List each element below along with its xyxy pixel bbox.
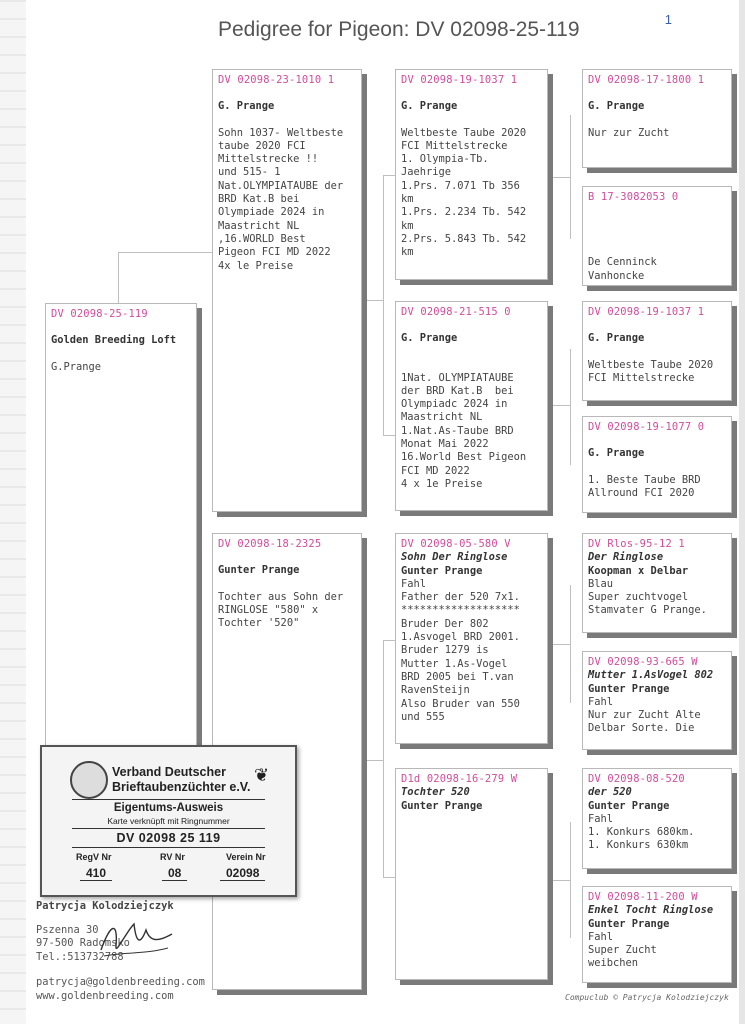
breeder-phone: Tel.:513732788 [36,950,124,963]
breeder-email[interactable]: patrycja@goldenbreeding.com [36,976,205,988]
connector-line [118,252,212,253]
connector-line [570,115,571,239]
great-grandparent-card [582,768,732,869]
bird-notes: 1. Beste Taube BRD Allround FCI 2020 [588,473,701,499]
bird-notes: De Cenninck Vanhoncke [588,256,657,282]
divider [72,828,265,829]
breeder-street: Pszenna 30 [36,923,99,936]
breeder-website[interactable]: www.goldenbreeding.com [36,989,174,1002]
scan-edge-left [0,0,26,1024]
owner-name: Golden Breeding Loft [51,334,177,347]
connector-line [553,405,570,406]
connector-line [570,585,571,703]
bird-notes: Fahl 1. Konkurs 680km. 1. Konkurs 630km [588,812,695,852]
great-grandparent-card [582,533,732,633]
sire-card [212,69,362,512]
bird-notes: Weltbeste Taube 2020 FCI Mittelstrecke [588,358,714,384]
org-name-line1: Verband Deutscher [112,765,226,779]
ring-number: DV 02098-19-1077 0 [588,421,705,433]
connector-line [553,880,570,881]
regv-label: RegV Nr [76,852,112,862]
connector-line [570,349,571,465]
ring-number: DV 02098-17-1800 1 [588,74,705,86]
bird-notes: Fahl Super Zucht weibchen [588,930,657,970]
subject-card [45,303,197,748]
ring-number: DV 02098-08-520 [588,773,685,785]
bird-notes: Blau Super zuchtvogel Stamvater G Prange. [588,577,707,617]
owner-name: Gunter Prange [218,564,300,577]
owner-name: G. Prange [401,100,458,113]
software-credit: Compuclub © Patrycja Kolodziejczyk [565,993,729,1002]
connector-line [383,640,384,877]
card-ring-number: DV 02098 25 119 [116,831,221,845]
breeder-name: Patrycja Kolodziejczyk [36,900,174,912]
connector-line [570,822,571,938]
regv-value: 410 [80,866,112,881]
breeder-contact [36,976,205,1003]
grandparent-card [395,301,548,511]
bird-notes: G.Prange [51,360,102,373]
owner-name: G. Prange [401,332,458,345]
signature-icon [96,912,176,962]
great-grandparent-card [582,416,732,513]
ring-number: DV 02098-23-1010 1 [218,74,335,86]
owner-name: G. Prange [588,100,645,113]
divider [72,799,265,800]
card-subtitle: Karte verknüpft mit Ringnummer [107,816,230,826]
owner-name: G. Prange [588,447,645,460]
connector-line [553,644,570,645]
connector-line [118,252,119,304]
divider [72,847,265,848]
bird-title: Enkel Tocht Ringlose [588,904,714,917]
org-name-line2: Brieftaubenzüchter e.V. [112,780,251,794]
verein-label: Verein Nr [226,852,266,862]
grandparent-card [395,768,548,980]
bird-title: der 520 [588,786,632,799]
ring-number: DV 02098-18-2325 [218,538,322,550]
rv-value: 08 [162,866,187,881]
ring-number: DV 02098-21-515 0 [401,306,511,318]
page-title [218,12,672,48]
owner-name: Koopman x Delbar [588,564,689,577]
owner-name: Gunter Prange [401,799,483,812]
ring-number: DV 02098-05-580 V [401,538,511,550]
ring-number: D1d 02098-16-279 W [401,773,518,785]
bird-notes: Nur zur Zucht [588,126,670,139]
grandparent-card [395,533,548,744]
ring-number: DV Rlos-95-12 1 [588,538,685,550]
scan-edge-right [739,0,745,1024]
connector-line [367,760,383,761]
bird-notes: 1Nat. OLYMPIATAUBE der BRD Kat.B bei Olympiadc 2024 in Maastricht NL 1.Nat.As-Taube BRD Monat Mai 2022 16.World Best Pigeon FCI MD 2022 4 x 1e Preise [401,371,527,490]
verein-value: 02098 [220,866,265,881]
connector-line [553,177,570,178]
rv-label: RV Nr [160,852,185,862]
breeder-city: 97-500 Radomsko [36,937,130,949]
ring-number: B 17-3082053 0 [588,191,679,203]
owner-name: Gunter Prange [588,799,670,812]
ownership-id-card [40,745,297,897]
bird-notes: Tochter aus Sohn der RINGLOSE "580" x Tochter '520" [218,590,344,630]
ring-number: DV 02098-19-1037 1 [401,74,518,86]
owner-name: Gunter Prange [588,917,670,930]
connector-line [383,175,384,435]
ring-number: DV 02098-11-200 W [588,891,698,903]
owner-name: Gunter Prange [401,564,483,577]
bird-notes: Weltbeste Taube 2020 FCI Mittelstrecke 1. Olympia-Tb. Jaehrige 1.Prs. 7.071 Tb 356 km 1.Prs. 2.234 Tb. 542 km 2.Prs. 5.843 Tb. 542 km [401,126,527,259]
great-grandparent-card [582,69,732,168]
bird-title: Der Ringlose [588,551,664,564]
grandparent-card [395,69,548,280]
great-grandparent-card [582,886,732,983]
title-mark: 1 [664,12,672,27]
bird-title: Sohn Der Ringlose [401,551,508,564]
ring-number: DV 02098-93-665 W [588,656,698,668]
bird-notes: Fahl Nur zur Zucht Alte Delbar Sorte. Die [588,695,701,735]
owner-name: G. Prange [588,332,645,345]
ring-number: DV 02098-19-1037 1 [588,306,705,318]
bird-title: Tochter 520 [401,786,470,799]
card-title: Eigentums-Ausweis [113,802,224,814]
bird-notes: Fahl Father der 520 7x1. ******************* Bruder Der 802 1.Asvogel BRD 2001. Bruder 1279 is Mutter 1.As-Vogel BRD 2005 bei T.van RavenSteijn Also Bruder van 550 und 555 [401,577,520,723]
owner-name: Gunter Prange [588,682,670,695]
eagle-emblem-icon: ❦ [254,765,270,785]
bird-notes: Sohn 1037- Weltbeste taube 2020 FCI Mittelstrecke !! und 515- 1 Nat.OLYMPIATAUBE der BRD Kat.B bei Olympiade 2024 in Maastricht NL ,16.WORLD Best Pigeon FCI MD 2022 4x le Preise [218,126,344,272]
great-grandparent-card [582,651,732,750]
ring-number: DV 02098-25-119 [51,308,148,320]
owner-name: G. Prange [218,100,275,113]
connector-line [367,300,383,301]
page-title-text: Pedigree for Pigeon: DV 02098-25-119 [218,18,580,41]
bird-title: Mutter 1.AsVogel 802 [588,669,714,682]
great-grandparent-card [582,301,732,401]
great-grandparent-card [582,186,732,286]
pigeon-logo-icon [70,761,108,799]
